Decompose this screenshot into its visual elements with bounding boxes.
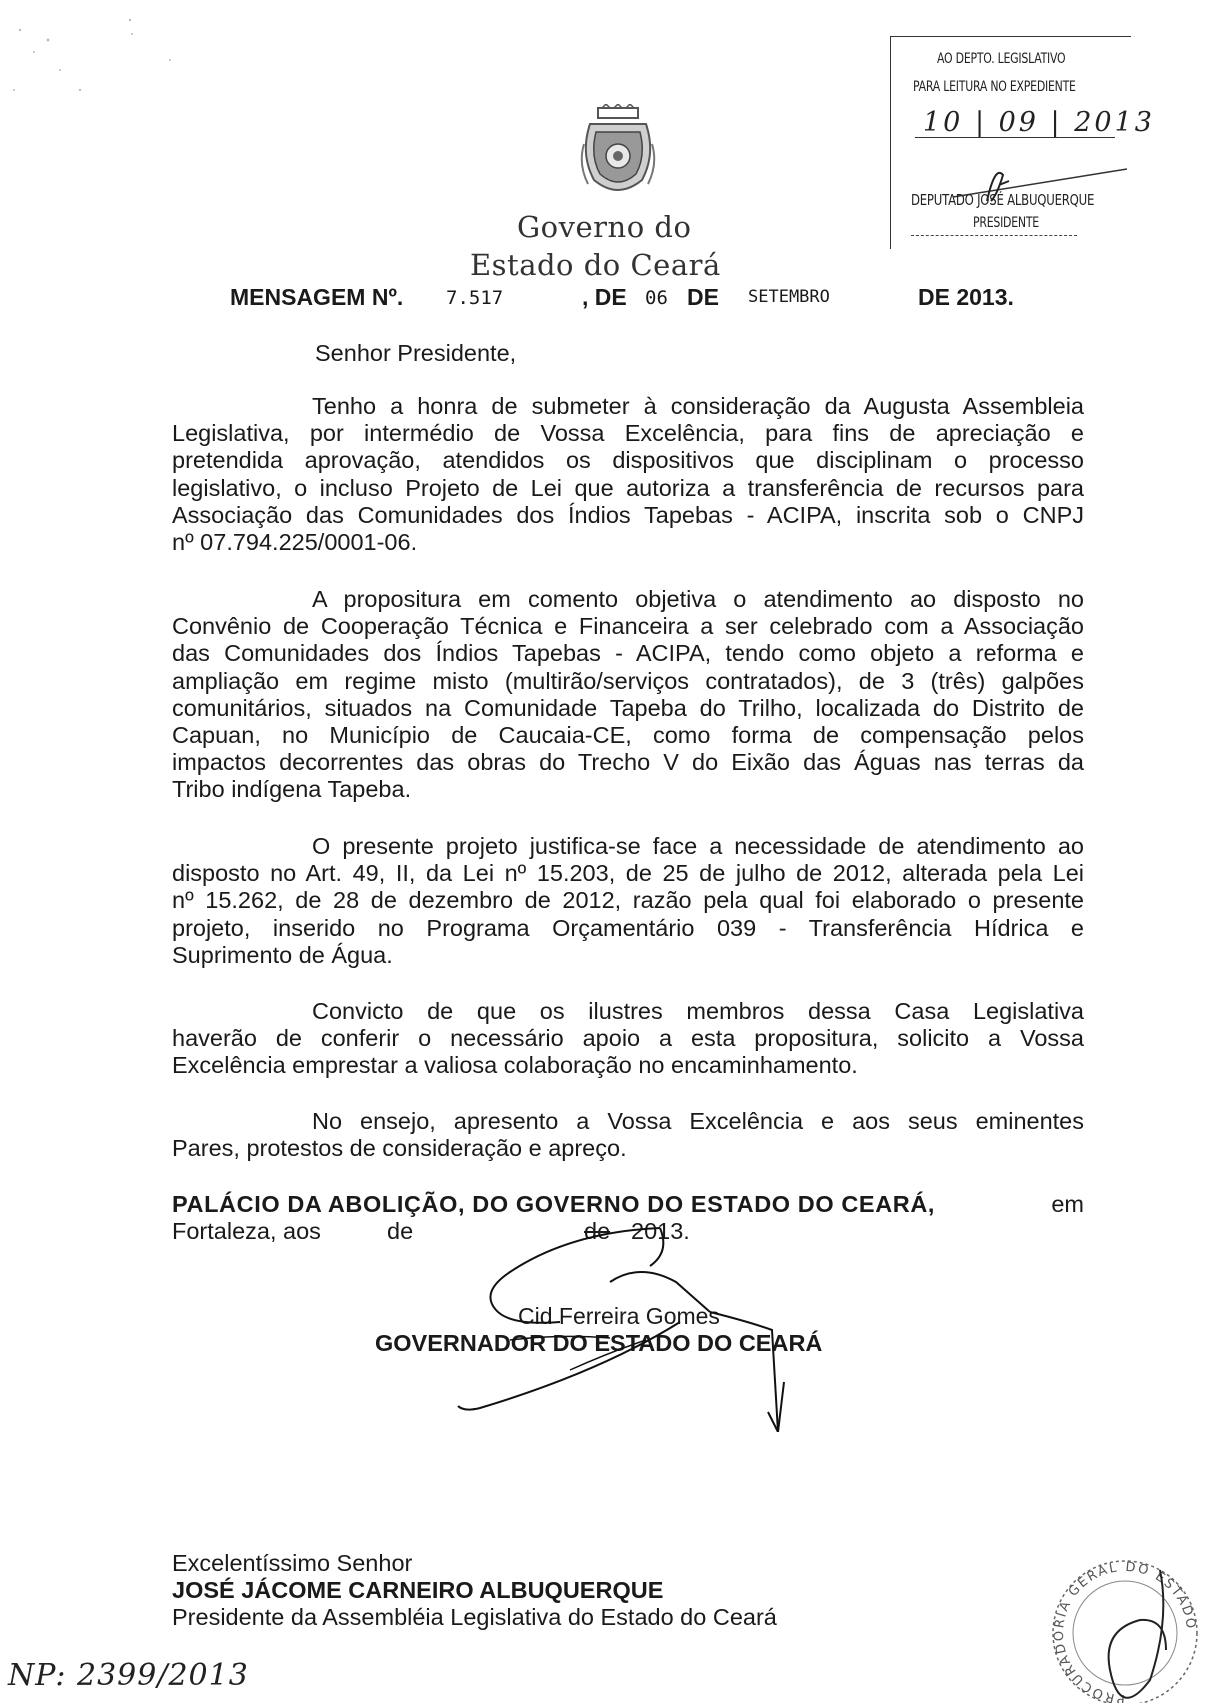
signature-title: GOVERNADOR DO ESTADO DO CEARÁ xyxy=(375,1330,823,1356)
closing-year: 2013. xyxy=(631,1218,690,1244)
government-heading-line1: Governo do xyxy=(517,210,692,244)
salutation: Senhor Presidente, xyxy=(315,340,517,366)
paragraph-line: No ensejo, apresento a Vossa Excelência e aos seus eminentes xyxy=(312,1108,1084,1134)
paragraph-line: Convicto de que os ilustres membros dessa Casa Legislativa xyxy=(312,998,1084,1024)
coat-of-arms-icon xyxy=(580,104,656,200)
stamp-line1: AO DEPTO. LEGISLATIVO xyxy=(937,51,1066,67)
message-de1: , DE xyxy=(582,284,627,310)
paragraph-line: impactos decorrentes das obras do Trecho V do Eixão das Águas nas terras da xyxy=(172,749,1084,776)
paragraph-line: comunitários, situados na Comunidade Tapeba do Trilho, localizada do Distrito de xyxy=(172,694,1084,721)
paragraph-5 xyxy=(172,1108,1084,1162)
message-year: DE 2013. xyxy=(918,284,1014,310)
addressee-name: JOSÉ JÁCOME CARNEIRO ALBUQUERQUE xyxy=(172,1577,664,1603)
paragraph-1 xyxy=(172,393,1084,556)
closing-em: em xyxy=(1051,1191,1084,1217)
paragraph-line: A propositura em comento objetiva o atendimento ao disposto no xyxy=(312,586,1084,612)
reception-stamp xyxy=(890,36,1155,249)
paragraph-line: das Comunidades dos Índios Tapebas - ACIPA, tendo como objeto a reforma e xyxy=(172,640,1084,667)
paragraph-3 xyxy=(172,833,1084,969)
message-label: MENSAGEM Nº. xyxy=(230,284,404,310)
paragraph-line: disposto no Art. 49, II, da Lei nº 15.203, de 25 de julho de 2012, alterada pela Lei xyxy=(172,860,1084,887)
message-number: 7.517 xyxy=(446,287,504,309)
paragraph-2 xyxy=(172,586,1084,804)
paragraph-line: Tribo indígena Tapeba. xyxy=(172,776,412,803)
addressee-title: Presidente da Assembléia Legislativa do Estado do Ceará xyxy=(172,1604,777,1630)
closing-de1: de xyxy=(387,1218,414,1244)
paragraph-line: Tenho a honra de submeter à consideração da Augusta Assembleia xyxy=(312,393,1084,419)
paragraph-4 xyxy=(172,998,1084,1080)
paragraph-line: legislativo, o incluso Projeto de Lei que autoriza a transferência de recursos para xyxy=(172,474,1084,501)
paragraph-line: Excelência emprestar a valiosa colaboração no encaminhamento. xyxy=(172,1052,858,1079)
stamp-signer: DEPUTADO JOSÉ ALBUQUERQUE xyxy=(911,191,1095,209)
paragraph-line: projeto, inserido no Programa Orçamentário 039 - Transferência Hídrica e xyxy=(172,914,1084,941)
paragraph-line: Associação das Comunidades dos Índios Tapebas - ACIPA, inscrita sob o CNPJ xyxy=(172,501,1084,528)
paragraph-line: Capuan, no Município de Caucaia-CE, como forma de compensação pelos xyxy=(172,722,1084,749)
paragraph-line: Suprimento de Água. xyxy=(172,941,393,968)
addressee-salutation: Excelentíssimo Senhor xyxy=(172,1550,413,1576)
stamp-date: 10 | 09 | 2013 xyxy=(923,107,1155,138)
stamp-line2: PARA LEITURA NO EXPEDIENTE xyxy=(913,79,1076,95)
handwritten-reference: NP: 2399/2013 xyxy=(8,1658,249,1693)
paragraph-line: ampliação em regime misto (multirão/serviços contratados), de 3 (três) galpões xyxy=(172,667,1084,694)
closing-city: Fortaleza, aos xyxy=(172,1218,321,1244)
paragraph-line: nº 07.794.225/0001-06. xyxy=(172,529,418,556)
round-stamp-text: PROCURADORIA GERAL DO ESTADO xyxy=(1051,1560,1199,1703)
scan-artifact xyxy=(0,0,200,160)
paragraph-line: nº 15.262, de 28 de dezembro de 2012, razão pela qual foi elaborado o presente xyxy=(172,887,1084,914)
paragraph-line: Pares, protestos de consideração e apreço. xyxy=(172,1135,627,1162)
message-month: SETEMBRO xyxy=(748,287,830,307)
round-stamp-icon xyxy=(1040,1560,1210,1703)
closing-palace: PALÁCIO DA ABOLIÇÃO, DO GOVERNO DO ESTADO DO CEARÁ, xyxy=(172,1191,936,1217)
paragraph-line: haverão de conferir o necessário apoio a esta propositura, solicito a Vossa xyxy=(172,1025,1084,1052)
signature-name: Cid Ferreira Gomes xyxy=(518,1303,720,1329)
message-day: 06 xyxy=(645,287,668,309)
paragraph-line: Convênio de Cooperação Técnica e Financeira a ser celebrado com a Associação xyxy=(172,613,1084,640)
paragraph-line: O presente projeto justifica-se face a necessidade de atendimento ao xyxy=(312,833,1084,859)
paragraph-line: pretendida aprovação, atendidos os dispositivos que disciplinam o processo xyxy=(172,447,1084,474)
closing-palace-line xyxy=(172,1191,1084,1218)
government-heading-line2: Estado do Ceará xyxy=(470,248,721,282)
closing-de2: de xyxy=(584,1218,611,1244)
paragraph-line: Legislativa, por intermédio de Vossa Excelência, para fins de apreciação e xyxy=(172,420,1084,447)
message-de2: DE xyxy=(687,284,719,310)
governor-signature-icon xyxy=(450,1222,850,1432)
stamp-role: PRESIDENTE xyxy=(973,215,1039,231)
